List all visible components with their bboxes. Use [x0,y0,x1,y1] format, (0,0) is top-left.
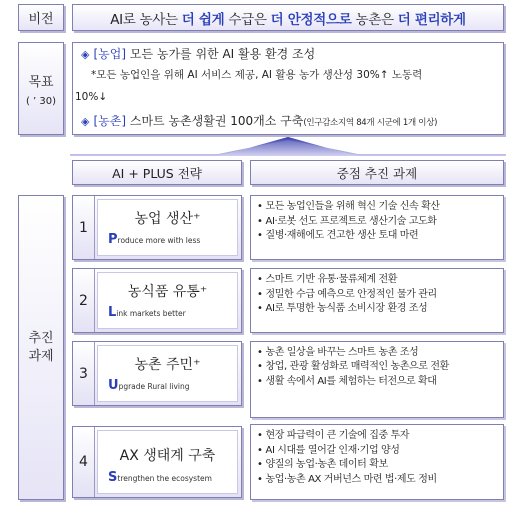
task-list-box [250,424,504,500]
tasks-header-text: 중점 추진 과제 [336,165,418,181]
strategy-number: 4 [73,427,95,497]
strategy-english-text: trengthen the ecosystem [117,474,212,483]
strategy-number: 2 [73,269,95,332]
task-item: • 현장 파급력이 큰 기술에 집중 투자 [257,429,499,444]
strategy-initial: L [108,305,117,320]
strategy-title: 농촌 주민⁺ [134,357,201,373]
task-item: • 농업·농촌 AX 거버넌스 마련 법·제도 정비 [257,473,499,488]
diamond-bullet-icon: ◈ [81,48,90,61]
goal-note-rural: (인구감소지역 84개 시군에 1개 이상) [303,118,438,128]
task-item: • 생활 속에서 AI를 체험하는 터전으로 확대 [257,375,499,390]
strategy-english [108,232,200,247]
strategy-initial: P [108,232,118,247]
diamond-bullet-icon: ◈ [81,115,90,128]
task-item: • 스마트 기반 유통·물류체계 전환 [257,273,499,288]
strategy-card [72,268,242,333]
goal-label-text: 목표 [28,74,54,90]
task-list-box [250,195,504,260]
goal-tag-farming: [농업] [93,47,127,61]
push-label-line2: 과제 [28,348,54,364]
strategy-inner [97,199,238,256]
strategy-inner [97,345,238,402]
goal-label [18,42,64,135]
goal-text-rural: 스마트 농촌생활권 100개소 구축 [129,114,304,128]
goal-line-farming [81,48,315,60]
vision-highlight-easier: 더 쉽게 [181,11,225,28]
tasks-header [250,160,504,185]
strategy-english [108,378,190,393]
strategy-english-text: roduce more with less [117,236,201,245]
strategy-inner [97,430,238,494]
strategy-number: 1 [73,196,95,259]
vision-statement [72,4,504,31]
goal-line-detail-cont: 10%↓ [75,91,108,103]
goal-line-rural [81,115,437,128]
strategy-english-text: ink markets better [116,309,186,318]
vision-label [18,4,64,31]
task-item: • 창업, 관광 활성화로 매력적인 농촌으로 전환 [257,361,499,374]
strategy-english [108,470,212,485]
goal-text-farming: 모든 농가를 위한 AI 활용 환경 조성 [129,47,316,61]
strategy-card [72,426,242,498]
strategy-title: AX 생태계 구축 [119,448,216,464]
task-list-box [250,268,504,333]
goal-tag-rural: [농촌] [93,114,127,128]
strategy-title: 농식품 유통⁺ [127,284,208,300]
task-item: • 질병·재해에도 견고한 생산 토대 마련 [257,229,499,244]
vision-part-5: 농촌은 [351,11,398,28]
strategy-title: 농업 생산⁺ [134,211,201,227]
strategy-inner [97,272,238,329]
strategy-number: 3 [73,342,95,405]
task-list-box [250,341,504,418]
strategy-card [72,195,242,260]
vision-highlight-convenient: 더 편리하게 [397,11,466,28]
goal-label-year: ( ’ 30) [25,95,57,107]
goal-line-detail: *모든 농업인을 위해 AI 서비스 제공, AI 활용 농가 생산성 30%↑ 노동력 [91,69,423,81]
vision-part-1: AI로 농사는 [110,11,182,28]
strategy-english-text: pgrade Rural living [118,382,190,391]
vision-label-text: 비전 [28,12,54,27]
strategy-card [72,341,242,406]
task-item: • 모든 농업인들을 위해 혁신 기술 신속 확산 [257,200,499,215]
vision-highlight-stable: 더 안정적으로 [270,11,352,28]
task-item: • AI로 투명한 농식품 소비시장 환경 조성 [257,302,499,317]
vision-part-3: 수급은 [224,11,271,28]
strategy-header [72,160,242,185]
strategy-header-text: AI + PLUS 전략 [112,165,202,181]
goal-box [72,42,504,135]
task-item: • 농촌 일상을 바꾸는 스마트 농촌 조성 [257,346,499,361]
strategy-initial: U [108,378,119,393]
task-item: • AI·로봇 선도 프로젝트로 생산기술 고도화 [257,215,499,230]
task-item: • 정밀한 수급 예측으로 안정적인 물가 관리 [257,288,499,303]
task-item: • 양질의 농업·농촌 데이터 확보 [257,458,499,473]
task-item: • AI 시대를 열어갈 인재·기업 양성 [257,444,499,459]
push-label-line1: 추진 [28,330,54,346]
push-tasks-label [18,195,64,500]
up-arrow-band-icon [70,136,506,156]
strategy-initial: S [108,470,118,485]
strategy-english [108,305,186,320]
